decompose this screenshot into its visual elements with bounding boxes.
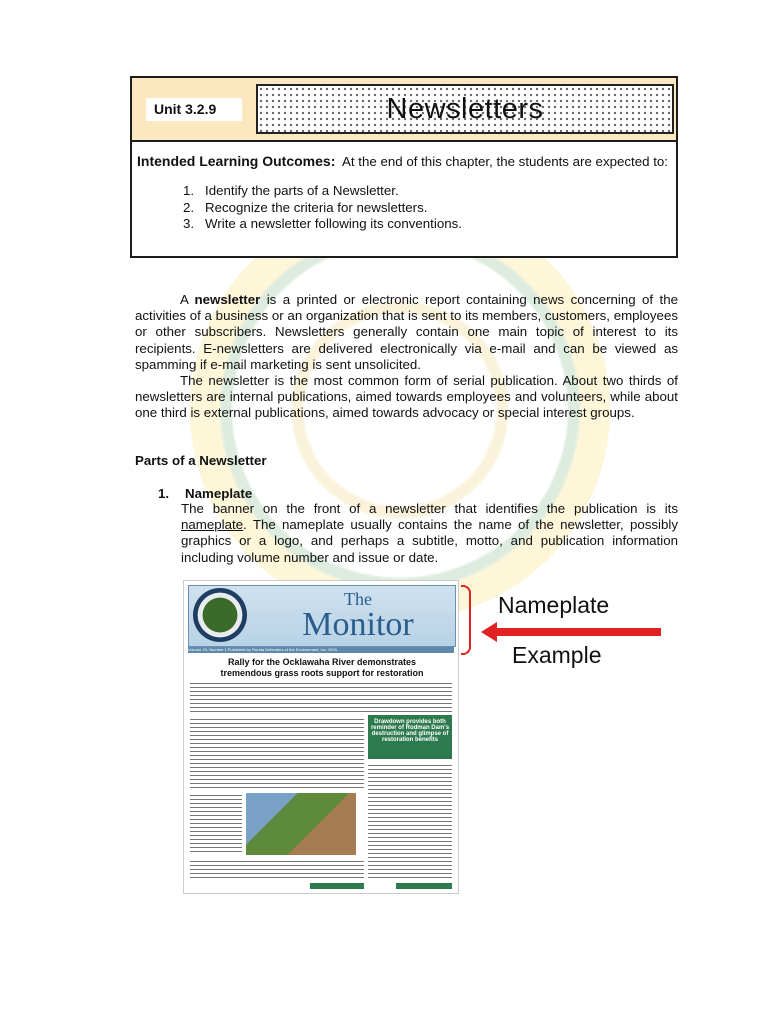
- article-text: [190, 793, 242, 855]
- sidebar-headline: Drawdown provides both reminder of Rodman Dam's destruction and glimpse of restoration benefits: [368, 715, 452, 759]
- nameplate-banner: [188, 585, 456, 647]
- unit-label: Unit 3.2.9: [146, 98, 242, 121]
- title-panel: [256, 84, 674, 134]
- organization-seal-icon: [193, 588, 247, 642]
- header-banner: [132, 78, 676, 142]
- newsletter-headline: Rally for the Ocklawaha River demonstrates tremendous grass roots support for restoration: [220, 657, 424, 678]
- article-text: [190, 717, 364, 791]
- continued-bar: [310, 883, 364, 889]
- nameplate-label: Nameplate: [498, 592, 610, 618]
- term-newsletter: newsletter: [194, 292, 261, 307]
- example-label: Example: [512, 642, 602, 668]
- paragraph: The newsletter is the most common form of serial publication. About two thirds of newsletters are internal publications, aimed towards employees and volunteers, while about one third is external publications, aimed towards advocacy or special interest groups.: [135, 373, 678, 421]
- article-text: [190, 681, 452, 713]
- paragraph: A newsletter is a printed or electronic report containing news concerning of the activities of a business or an organization that is sent to its members, customers, employees or other subscribers. Newsletters generally contain one main topic of interest to its recipients. E-newsletters are delivered electronically via e-mail and can be viewed as spamming if e-mail marketing is sent unsolicited.: [135, 292, 678, 372]
- nameplate-description: The banner on the front of a newsletter that identifies the publication is its nameplate. The nameplate usually contains the name of the newsletter, possibly graphics or a logo, and perhaps a subtitle, motto, and publication information including volume number and issue or date.: [181, 501, 678, 565]
- section-heading: Parts of a Newsletter: [135, 453, 267, 468]
- page-title: Newsletters: [386, 93, 544, 125]
- list-item: 3. Write a newsletter following its conventions.: [183, 216, 462, 231]
- term-nameplate: nameplate: [181, 517, 244, 533]
- list-item: 1. Identify the parts of a Newsletter.: [183, 183, 399, 198]
- nameplate-heading: 1. Nameplate: [158, 486, 253, 501]
- newsletter-name: The Monitor: [302, 589, 414, 643]
- left-arrow-icon: [481, 622, 661, 642]
- article-text: [190, 859, 364, 881]
- newsletter-definition: [135, 292, 678, 422]
- outcomes-intro: At the end of this chapter, the students are expected to:: [342, 154, 669, 169]
- newsletter-example-image: [183, 580, 459, 894]
- article-text: [368, 763, 452, 879]
- learning-outcomes: [132, 142, 676, 233]
- lesson-header-box: [130, 76, 678, 258]
- volume-strip: Volume 23, Number 1 Published by Florida Defenders of the Environment, Inc. 2005: [188, 647, 454, 653]
- continued-bar: [396, 883, 452, 889]
- rally-photo: [246, 793, 356, 855]
- list-item: 2. Recognize the criteria for newsletters.: [183, 199, 428, 215]
- outcome-list: [137, 183, 670, 233]
- outcomes-lead: Intended Learning Outcomes:: [137, 153, 336, 169]
- nameplate-bracket: [461, 585, 471, 655]
